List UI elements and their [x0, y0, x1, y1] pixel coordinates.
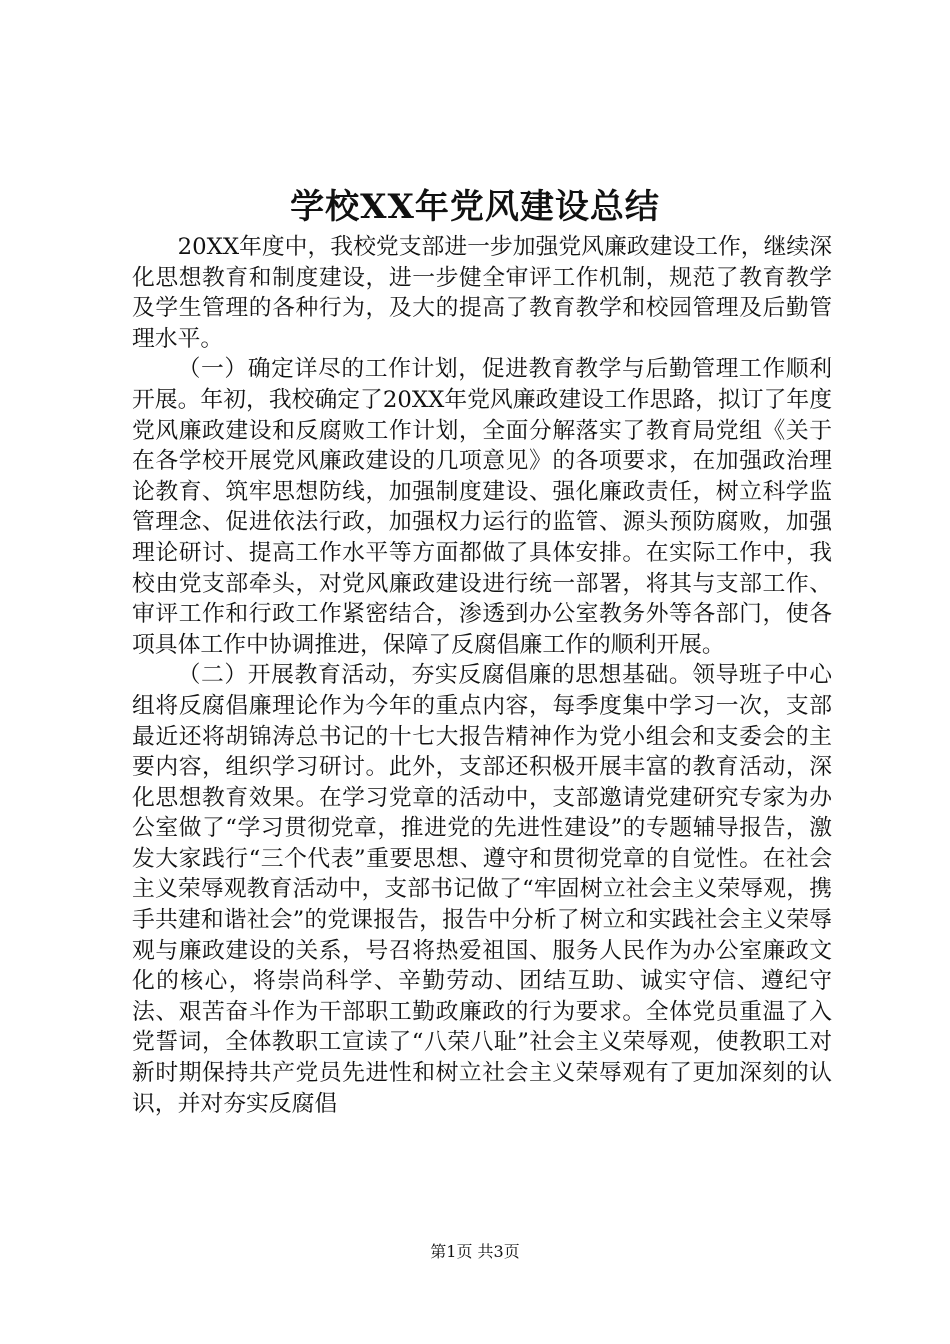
- document-title: 学校XX年党风建设总结: [290, 187, 660, 227]
- intro-paragraph: 20XX年度中，我校党支部进一步加强党风廉政建设工作，继续深化思想教育和制度建设，进一步健全审评工作机制，规范了教育教学及学生管理的各种行为，及大的提高了教育教学和校园管理及后勤管理水平。: [132, 234, 832, 352]
- document-body: [132, 232, 832, 1119]
- page-number-footer: 第1页 共3页: [430, 1242, 520, 1261]
- section-one-paragraph: （一）确定详尽的工作计划，促进教育教学与后勤管理工作顺利开展。年初，我校确定了20XX年党风廉政建设工作思路，拟订了年度党风廉政建设和反腐败工作计划，全面分解落实了教育局党组《关于在各学校开展党风廉政建设的几项意见》的各项要求，在加强政治理论教育、筑牢思想防线，加强制度建设、强化廉政责任，树立科学监管理念、促进依法行政，加强权力运行的监管、源头预防腐败，加强理论研讨、提高工作水平等方面都做了具体安排。在实际工作中，我校由党支部牵头，对党风廉政建设进行统一部署，将其与支部工作、审评工作和行政工作紧密结合，渗透到办公室教务外等各部门，使各项具体工作中协调推进，保障了反腐倡廉工作的顺利开展。: [132, 356, 832, 658]
- section-two-paragraph: （二）开展教育活动，夯实反腐倡廉的思想基础。领导班子中心组将反腐倡廉理论作为今年的重点内容，每季度集中学习一次，支部最近还将胡锦涛总书记的十七大报告精神作为党小组会和支委会的主要内容，组织学习研讨。此外，支部还积极开展丰富的教育活动，深化思想教育效果。在学习党章的活动中，支部邀请党建研究专家为办公室做了“学习贯彻党章，推进党的先进性建设”的专题辅导报告，激发大家践行“三个代表”重要思想、遵守和贯彻党章的自觉性。在社会主义荣辱观教育活动中，支部书记做了“牢固树立社会主义荣辱观，携手共建和谐社会”的党课报告，报告中分析了树立和实践社会主义荣辱观与廉政建设的关系，号召将热爱祖国、服务人民作为办公室廉政文化的核心，将崇尚科学、辛勤劳动、团结互助、诚实守信、遵纪守法、艰苦奋斗作为干部职工勤政廉政的行为要求。全体党员重温了入党誓词，全体教职工宣读了“八荣八耻”社会主义荣辱观，使教职工对新时期保持共产党员先进性和树立社会主义荣辱观有了更加深刻的认识，并对夯实反腐倡: [132, 662, 832, 1117]
